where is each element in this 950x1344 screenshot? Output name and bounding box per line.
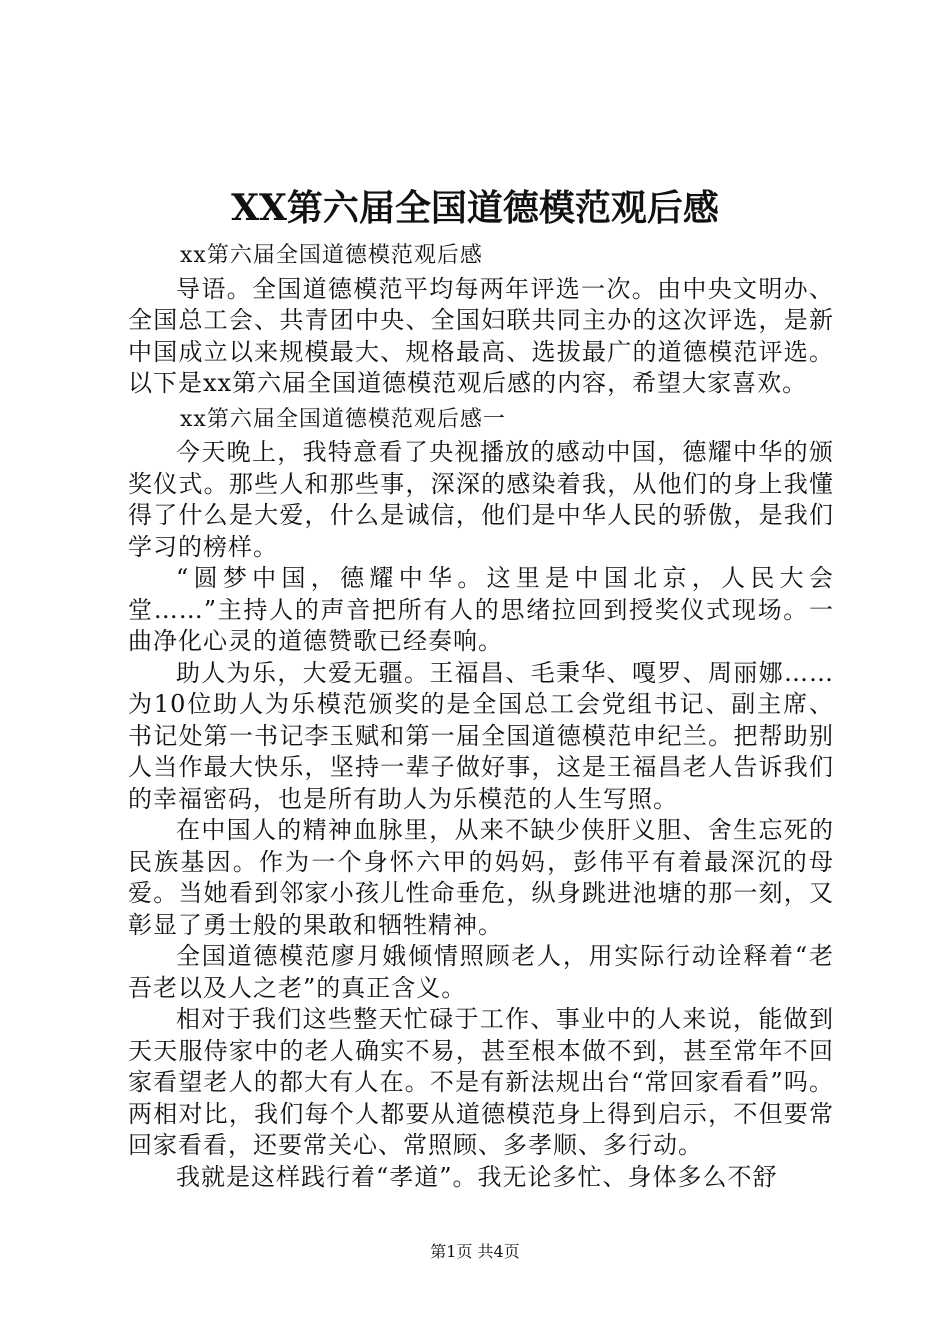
paragraph: 相对于我们这些整天忙碌于工作、事业中的人来说，能做到天天服侍家中的老人确实不易，甚至根本做不到，甚至常年不回家看望老人的都大有人在。不是有新法规出台“常回家看看”吗。两相对比，我们每个人都要从道德模范身上得到启示，不但要常回家看看，还要常关心、常照顾、多孝顺、多行动。: [128, 1005, 834, 1159]
paragraph: “圆梦中国，德耀中华。这里是中国北京，人民大会堂……”主持人的声音把所有人的思绪拉回到授奖仪式现场。一曲净化心灵的道德赞歌已经奏响。: [128, 564, 834, 655]
paragraph: 在中国人的精神血脉里，从来不缺少侠肝义胆、舍生忘死的民族基因。作为一个身怀六甲的妈妈，彭伟平有着最深沉的母爱。当她看到邻家小孩儿性命垂危，纵身跳进池塘的那一刻，又彰显了勇士般的果敢和牺牲精神。: [128, 816, 834, 939]
paragraph: 助人为乐，大爱无疆。王福昌、毛秉华、嘎罗、周丽娜……为10位助人为乐模范颁奖的是全国总工会党组书记、副主席、书记处第一书记李玉赋和第一届全国道德模范申纪兰。把帮助别人当作最大快乐，坚持一辈子做好事，这是王福昌老人告诉我们的幸福密码，也是所有助人为乐模范的人生写照。: [128, 658, 834, 813]
document-title: XX第六届全国道德模范观后感: [231, 187, 719, 229]
paragraph: 全国道德模范廖月娥倾情照顾老人，用实际行动诠释着“老吾老以及人之老”的真正含义。: [128, 942, 834, 1002]
subheading: xx第六届全国道德模范观后感一: [180, 406, 506, 432]
subheading: xx第六届全国道德模范观后感: [180, 243, 483, 268]
paragraph: 今天晚上，我特意看了央视播放的感动中国，德耀中华的颁奖仪式。那些人和那些事，深深的感染着我，从他们的身上我懂得了什么是大爱，什么是诚信，他们是中华人民的骄傲，是我们学习的榜样。: [128, 438, 834, 561]
page-number-footer: 第1页 共4页: [430, 1242, 520, 1261]
paragraph: 导语。全国道德模范平均每两年评选一次。由中央文明办、全国总工会、共青团中央、全国妇联共同主办的这次评选，是新中国成立以来规模最大、规格最高、选拔最广的道德模范评选。以下是xx第六届全国道德模范观后感的内容，希望大家喜欢。: [128, 274, 834, 397]
document-body: [128, 236, 834, 1193]
paragraph: 我就是这样践行着“孝道”。我无论多忙、身体多么不舒: [176, 1162, 778, 1191]
